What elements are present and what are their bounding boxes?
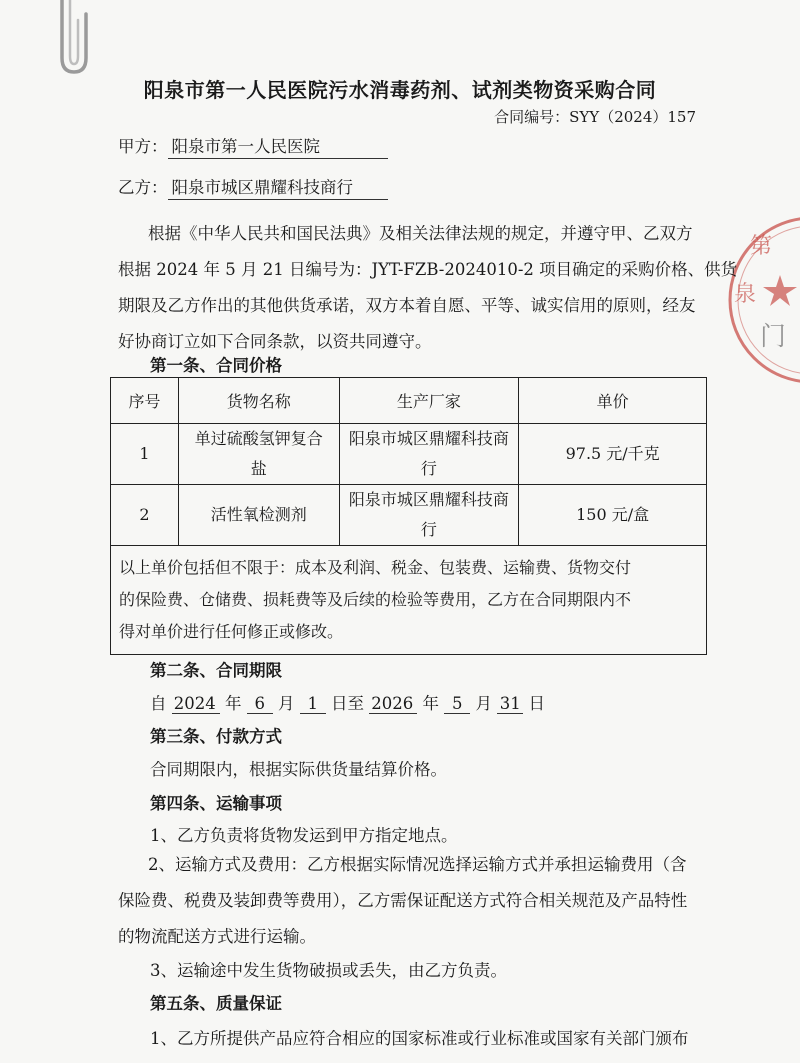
period-to: 日至 xyxy=(331,694,364,713)
party-b-value: 阳泉市城区鼎耀科技商行 xyxy=(168,174,388,200)
article-4-item-2 xyxy=(118,847,728,955)
cell-name-line: 盐 xyxy=(250,459,267,478)
note-line: 以上单价包括但不限于：成本及利润、税金、包装费、运输费、货物交付 xyxy=(119,558,632,577)
article-5-item-1: 1、乙方所提供产品应符合相应的国家标准或行业标准或国家有关部门颁布 xyxy=(150,1029,689,1048)
cell-maker-line: 行 xyxy=(420,459,437,478)
cell-maker-line: 阳泉市城区鼎耀科技商 xyxy=(348,490,509,509)
period-prefix: 自 xyxy=(150,694,167,713)
table-note xyxy=(111,546,707,655)
year-label: 年 xyxy=(225,694,242,713)
cell-maker xyxy=(339,424,519,485)
end-day: 31 xyxy=(497,694,523,714)
start-day: 1 xyxy=(300,694,326,714)
official-seal-stamp xyxy=(720,205,800,395)
cell-no: 1 xyxy=(111,424,179,485)
preamble xyxy=(118,216,738,360)
year-label: 年 xyxy=(422,694,439,713)
preamble-line: 根据《中华人民共和国民法典》及相关法律法规的规定，并遵守甲、乙双方 xyxy=(148,224,693,243)
col-header-price: 单价 xyxy=(519,378,707,424)
col-header-maker: 生产厂家 xyxy=(339,378,519,424)
end-month: 5 xyxy=(444,694,470,714)
article-4-item-3: 3、运输途中发生货物破损或丢失，由乙方负责。 xyxy=(150,961,507,980)
col-header-no: 序号 xyxy=(111,378,179,424)
cell-maker-line: 行 xyxy=(420,520,437,539)
svg-text:门: 门 xyxy=(760,322,787,352)
party-a xyxy=(118,133,388,159)
preamble-line: 好协商订立如下合同条款，以资共同遵守。 xyxy=(118,332,432,351)
contract-title: 阳泉市第一人民医院污水消毒药剂、试剂类物资采购合同 xyxy=(143,78,657,102)
cell-price: 97.5 元/千克 xyxy=(519,424,707,485)
party-b xyxy=(118,174,388,200)
end-year: 2026 xyxy=(369,694,417,714)
article-1-heading: 第一条、合同价格 xyxy=(150,356,282,375)
note-line: 得对单价进行任何修正或修改。 xyxy=(119,622,344,641)
month-label: 月 xyxy=(475,694,492,713)
contract-period xyxy=(150,690,545,714)
article-5-heading: 第五条、质量保证 xyxy=(150,994,282,1013)
note-line: 的保险费、仓储费、损耗费等及后续的检验等费用，乙方在合同期限内不 xyxy=(119,590,632,609)
party-b-label: 乙方： xyxy=(118,178,168,197)
day-label: 日 xyxy=(528,694,545,713)
table-note-row xyxy=(111,546,707,655)
article-4-item-1: 1、乙方负责将货物发运到甲方指定地点。 xyxy=(150,826,458,845)
paperclip-icon xyxy=(48,0,98,78)
preamble-line: 期限及乙方作出的其他供货承诺，双方本着自愿、平等、诚实信用的原则，经友 xyxy=(118,296,696,315)
party-a-label: 甲方： xyxy=(118,137,168,156)
cell-maker xyxy=(339,485,519,546)
table-header-row xyxy=(111,378,707,424)
item-2-line: 保险费、税费及装卸费等费用），乙方需保证配送方式符合相关规范及产品特性 xyxy=(118,891,688,910)
svg-text:第: 第 xyxy=(750,234,773,259)
article-3-text: 合同期限内，根据实际供货量结算价格。 xyxy=(150,760,447,779)
table-row xyxy=(111,424,707,485)
col-header-name: 货物名称 xyxy=(178,378,339,424)
cell-name-line: 单过硫酸氢钾复合 xyxy=(194,429,323,448)
cell-maker-line: 阳泉市城区鼎耀科技商 xyxy=(348,429,509,448)
start-month: 6 xyxy=(247,694,273,714)
cell-name: 活性氧检测剂 xyxy=(178,485,339,546)
item-2-line: 2、运输方式及费用：乙方根据实际情况选择运输方式并承担运输费用（含 xyxy=(148,855,687,874)
cell-price: 150 元/盒 xyxy=(519,485,707,546)
start-year: 2024 xyxy=(172,694,220,714)
article-2-heading: 第二条、合同期限 xyxy=(150,661,282,680)
preamble-line: 根据 2024 年 5 月 21 日编号为：JYT-FZB-2024010-2 项目确定的采购价格、供货 xyxy=(118,260,738,279)
cell-no: 2 xyxy=(111,485,179,546)
svg-text:泉: 泉 xyxy=(734,282,757,307)
price-table xyxy=(110,377,707,655)
article-3-heading: 第三条、付款方式 xyxy=(150,727,282,746)
cell-name xyxy=(178,424,339,485)
contract-number: 合同编号：SYY（2024）157 xyxy=(494,108,696,126)
party-a-value: 阳泉市第一人民医院 xyxy=(168,133,388,159)
month-label: 月 xyxy=(278,694,295,713)
table-row xyxy=(111,485,707,546)
article-4-heading: 第四条、运输事项 xyxy=(150,794,282,813)
item-2-line: 的物流配送方式进行运输。 xyxy=(118,927,316,946)
